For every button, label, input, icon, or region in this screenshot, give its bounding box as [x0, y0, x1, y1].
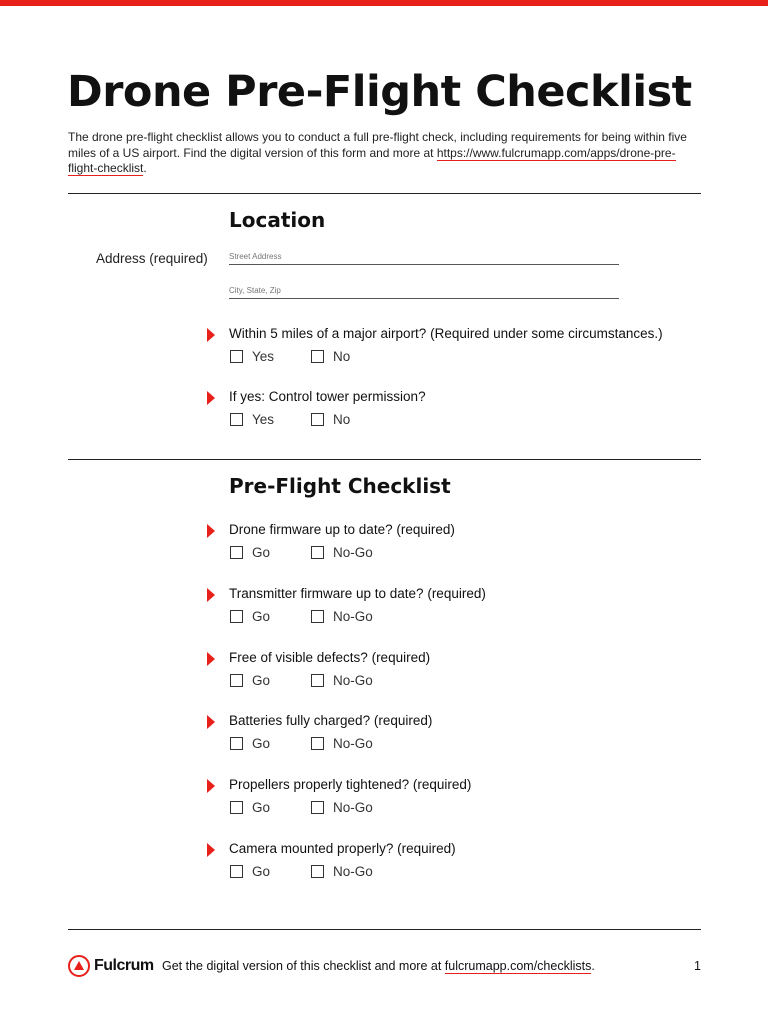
option-label: Go — [252, 736, 271, 751]
option-label: Yes — [252, 349, 275, 364]
question-text: Drone firmware up to date? (required) — [229, 522, 455, 537]
preflight-question — [205, 586, 705, 630]
option-go[interactable] — [230, 736, 270, 751]
option-label: Go — [252, 545, 271, 560]
preflight-question — [205, 650, 705, 694]
question-text: Batteries fully charged? (required) — [229, 713, 433, 728]
checkbox[interactable] — [230, 674, 243, 687]
option-label: Go — [252, 609, 271, 624]
option-yes[interactable] — [230, 412, 274, 427]
location-section-title: Location — [229, 208, 326, 232]
footer-link[interactable]: fulcrumapp.com/checklists — [444, 959, 592, 973]
option-label: No — [333, 349, 351, 364]
page-title: Drone Pre-Flight Checklist — [67, 67, 692, 117]
preflight-section-title: Pre-Flight Checklist — [229, 474, 451, 498]
footer-end: . — [591, 959, 595, 973]
location-question — [205, 326, 705, 370]
preflight-question — [205, 777, 705, 821]
option-label: No-Go — [333, 545, 373, 560]
intro-paragraph — [68, 130, 688, 177]
checkbox[interactable] — [311, 546, 324, 559]
checkbox[interactable] — [230, 865, 243, 878]
option-go[interactable] — [230, 545, 270, 560]
option-label: No-Go — [333, 736, 373, 751]
checkbox[interactable] — [311, 674, 324, 687]
question-text: If yes: Control tower permission? — [229, 389, 426, 404]
intro-end: . — [143, 161, 147, 175]
red-triangle-marker-icon — [207, 524, 215, 538]
option-label: No-Go — [333, 800, 373, 815]
option-no-go[interactable] — [311, 800, 373, 815]
checkbox[interactable] — [230, 801, 243, 814]
address-label: Address (required) — [96, 251, 208, 266]
question-text: Camera mounted properly? (required) — [229, 841, 456, 856]
option-go[interactable] — [230, 673, 270, 688]
question-text: Transmitter firmware up to date? (required) — [229, 586, 486, 601]
option-go[interactable] — [230, 609, 270, 624]
checkbox[interactable] — [311, 801, 324, 814]
footer-message: Get the digital version of this checklist and more at — [162, 959, 445, 973]
checkbox[interactable] — [311, 865, 324, 878]
option-label: Yes — [252, 412, 275, 427]
intro-link[interactable]: https://www.fulcrumapp.com/apps/drone-pre-flight-checklist — [68, 145, 676, 175]
footer-text — [162, 959, 595, 973]
option-no-go[interactable] — [311, 673, 373, 688]
intro-text: The drone pre-flight checklist allows you to conduct a full pre-flight check, including requirements for being within five miles of a US airport. Find the digital version of this form and more at — [68, 130, 687, 160]
divider — [68, 193, 701, 194]
red-triangle-marker-icon — [207, 328, 215, 342]
red-triangle-marker-icon — [207, 779, 215, 793]
option-no-go[interactable] — [311, 864, 373, 879]
option-go[interactable] — [230, 864, 270, 879]
option-no-go[interactable] — [311, 609, 373, 624]
divider — [68, 929, 701, 930]
logo-text: Fulcrum — [94, 957, 154, 974]
preflight-question — [205, 841, 705, 885]
checkbox[interactable] — [230, 413, 243, 426]
option-label: Go — [252, 673, 271, 688]
top-accent-bar — [0, 0, 768, 6]
question-text: Within 5 miles of a major airport? (Required under some circumstances.) — [229, 326, 663, 341]
preflight-question — [205, 713, 705, 757]
option-label: Go — [252, 864, 271, 879]
location-question — [205, 389, 705, 433]
option-label: No-Go — [333, 609, 373, 624]
footer — [68, 955, 701, 979]
checkbox[interactable] — [230, 350, 243, 363]
fulcrum-logo-icon — [68, 955, 90, 977]
red-triangle-marker-icon — [207, 588, 215, 602]
question-text: Propellers properly tightened? (required) — [229, 777, 472, 792]
option-no[interactable] — [311, 349, 350, 364]
option-yes[interactable] — [230, 349, 274, 364]
option-label: No-Go — [333, 864, 373, 879]
option-no-go[interactable] — [311, 545, 373, 560]
preflight-question — [205, 522, 705, 566]
checkbox[interactable] — [230, 610, 243, 623]
option-label: No-Go — [333, 673, 373, 688]
checkbox[interactable] — [230, 737, 243, 750]
red-triangle-marker-icon — [207, 391, 215, 405]
street-address-placeholder: Street Address — [229, 252, 282, 261]
question-text: Free of visible defects? (required) — [229, 650, 431, 665]
divider — [68, 459, 701, 460]
option-label: Go — [252, 800, 271, 815]
option-no[interactable] — [311, 412, 350, 427]
option-no-go[interactable] — [311, 736, 373, 751]
red-triangle-marker-icon — [207, 843, 215, 857]
red-triangle-marker-icon — [207, 652, 215, 666]
checkbox[interactable] — [230, 546, 243, 559]
option-go[interactable] — [230, 800, 270, 815]
page-number: 1 — [694, 959, 701, 973]
checkbox[interactable] — [311, 413, 324, 426]
checkbox[interactable] — [311, 350, 324, 363]
fulcrum-logo[interactable] — [68, 955, 154, 977]
option-label: No — [333, 412, 351, 427]
red-triangle-marker-icon — [207, 715, 215, 729]
city-state-zip-field[interactable] — [229, 284, 619, 299]
checkbox[interactable] — [311, 737, 324, 750]
street-address-field[interactable] — [229, 250, 619, 265]
checkbox[interactable] — [311, 610, 324, 623]
city-state-zip-placeholder: City, State, Zip — [229, 286, 281, 295]
